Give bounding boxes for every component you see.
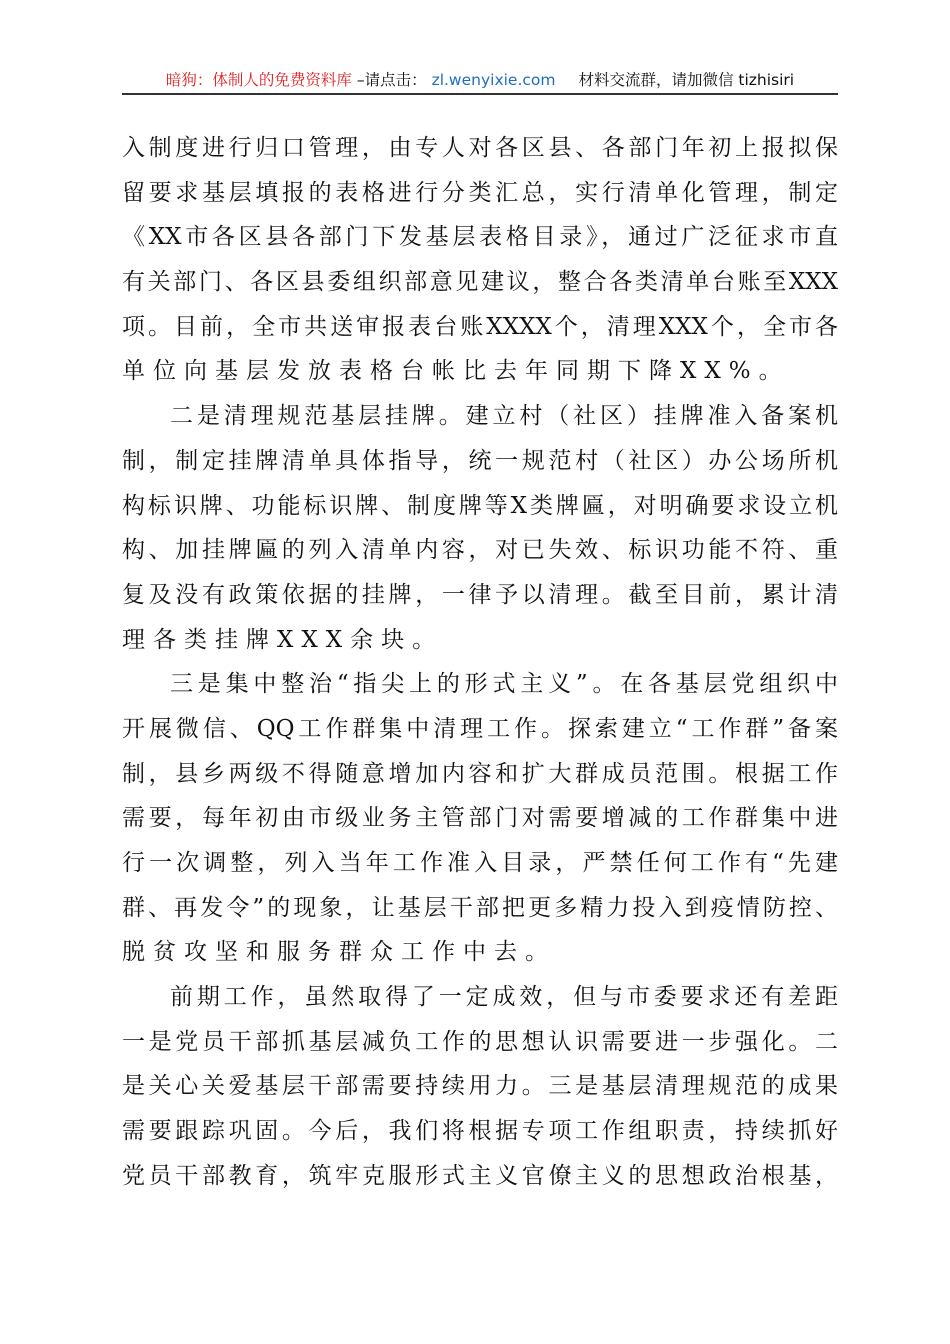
text-line: 群、再发令”的现象，让基层干部把更多精力投入到疫情防控、 (122, 894, 838, 921)
text-line: 是关心关爱基层干部需要持续用力。三是基层清理规范的成果 (122, 1073, 838, 1100)
header-contact: 材料交流群，请加微信 tizhisiri (578, 71, 795, 89)
text-line: 构标识牌、功能标识牌、制度牌等X类牌匾，对明确要求设立机 (122, 492, 838, 519)
text-line: 脱贫攻坚和服务群众工作中去。 (122, 939, 556, 966)
text-line: 构、加挂牌匾的列入清单内容，对已失效、标识功能不符、重 (122, 537, 838, 564)
text-line: 《XX市各区县各部门下发基层表格目录》，通过广泛征求市直 (122, 224, 838, 251)
text-line: 开展微信、QQ工作群集中清理工作。探索建立“工作群”备案 (122, 715, 838, 742)
header-brand: 暗狗：体制人的免费资料库 (165, 71, 352, 89)
text-line: 有关部门、各区县委组织部意见建议，整合各类清单台账至XXX (122, 269, 838, 296)
text-line: 入制度进行归口管理，由专人对各区县、各部门年初上报拟保 (122, 135, 838, 161)
text-line: 制，县乡两级不得随意增加内容和扩大群成员范围。根据工作 (122, 760, 838, 787)
text-line: 一是党员干部抓基层减负工作的思想认识需要进一步强化。二 (122, 1028, 838, 1055)
page-header (122, 68, 838, 92)
text-line: 制，制定挂牌清单具体指导，统一规范村（社区）办公场所机 (122, 447, 838, 474)
text-line: 需要，每年初由市级业务主管部门对需要增减的工作群集中进 (122, 805, 838, 832)
text-line: 单位向基层发放表格台帐比去年同期下降XX%。 (122, 358, 790, 385)
text-line: 需要跟踪巩固。今后，我们将根据专项工作组职责，持续抓好 (122, 1118, 838, 1145)
header-divider (122, 93, 838, 95)
document-body (122, 126, 838, 1199)
text-line: 行一次调整，列入当年工作准入目录，严禁任何工作有“先建 (122, 850, 838, 876)
text-line: 二是清理规范基层挂牌。建立村（社区）挂牌准入备案机 (170, 403, 838, 430)
text-line: 项。目前，全市共送审报表台账XXXX个，清理XXX个，全市各 (122, 313, 838, 340)
text-line: 理各类挂牌XXX余块。 (122, 626, 444, 653)
header-prompt: –请点击： (356, 71, 427, 89)
text-line: 前期工作，虽然取得了一定成效，但与市委要求还有差距 (170, 984, 838, 1011)
text-line: 留要求基层填报的表格进行分类汇总，实行清单化管理，制定 (122, 179, 838, 206)
text-line: 党员干部教育，筑牢克服形式主义官僚主义的思想政治根基， (122, 1162, 838, 1189)
text-line: 复及没有政策依据的挂牌，一律予以清理。截至目前，累计清 (122, 581, 838, 608)
header-link[interactable]: zl.wenyixie.com (431, 71, 556, 89)
text-line: 三是集中整治“指尖上的形式主义”。在各基层党组织中 (170, 671, 838, 698)
